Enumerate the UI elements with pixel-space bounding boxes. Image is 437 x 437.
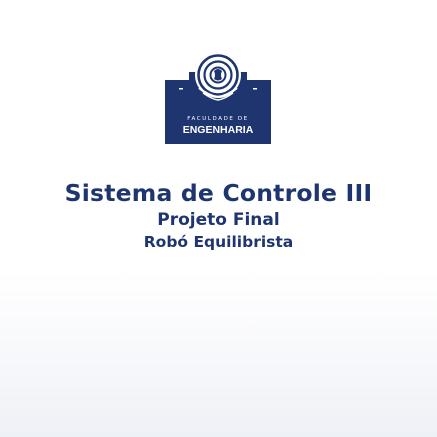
project-name: Robó Equilibrista xyxy=(143,233,294,251)
title-block xyxy=(0,178,437,253)
logo-engenharia-text: ENGENHARIA xyxy=(182,124,254,136)
document-subtitle: Projeto Final xyxy=(157,210,280,230)
logo-faculdade-text: FACULDADE DE xyxy=(187,116,249,122)
faculty-logo xyxy=(165,52,271,144)
document-title: Sistema de Controle III xyxy=(64,179,373,207)
